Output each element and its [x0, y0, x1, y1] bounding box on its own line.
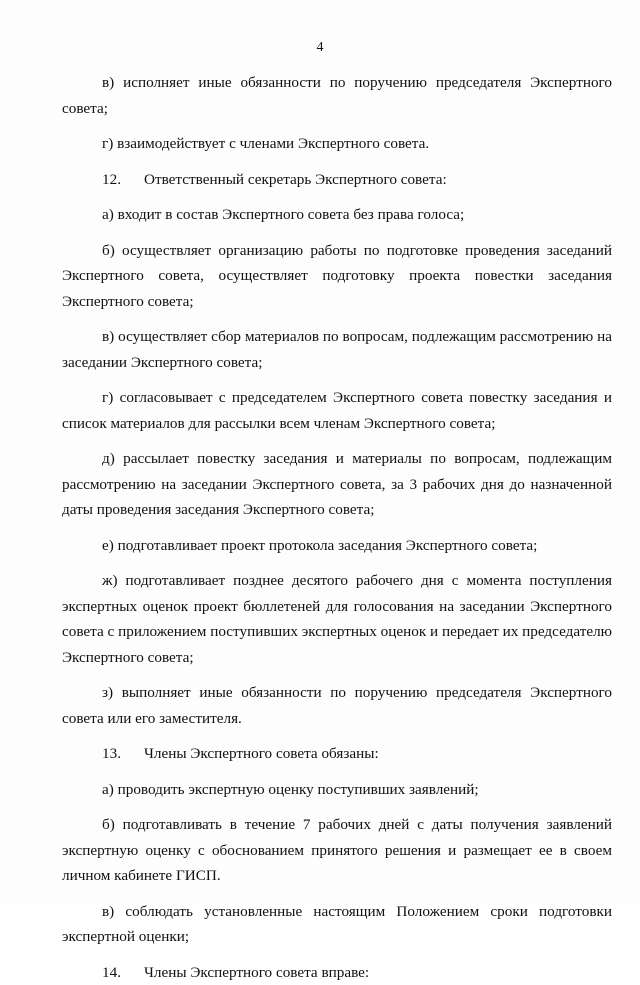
- section-14-heading: 14. Члены Экспертного совета вправе:: [62, 960, 612, 985]
- section-13-heading: 13. Члены Экспертного совета обязаны:: [62, 741, 612, 767]
- paragraph-item-v: в) осуществляет сбор материалов по вопросам, подлежащим рассмотрению на заседании Экспертного совета;: [62, 324, 612, 375]
- paragraph-item-v: в) соблюдать установленные настоящим Положением сроки подготовки экспертной оценки;: [62, 899, 612, 950]
- paragraph-item-z: з) выполняет иные обязанности по поручению председателя Экспертного совета или его заместителя.: [62, 680, 612, 731]
- paragraph-item-d: д) рассылает повестку заседания и материалы по вопросам, подлежащим рассмотрению на заседании Экспертного совета, за 3 рабочих дня до назначенной даты проведения заседания Экспертного совета;: [62, 446, 612, 523]
- paragraph-item-g: г) согласовывает с председателем Экспертного совета повестку заседания и список материалов для рассылки всем членам Экспертного совета;: [62, 385, 612, 436]
- page-number: 4: [0, 40, 640, 56]
- paragraph-item-g: г) взаимодействует с членами Экспертного совета.: [62, 131, 612, 157]
- paragraph-item-zh: ж) подготавливает позднее десятого рабочего дня с момента поступления экспертных оценок проект бюллетеней для голосования на заседании Экспертного совета с приложением поступивших экспертных оценок и передает их председателю Экспертного совета;: [62, 568, 612, 670]
- section-number: 12.: [102, 167, 144, 193]
- paragraph-item-b: б) подготавливать в течение 7 рабочих дней с даты получения заявлений экспертную оценку с обоснованием принятого решения и размещает ее в своем личном кабинете ГИСП.: [62, 812, 612, 889]
- section-number: 13.: [102, 741, 144, 767]
- paragraph-item-v: в) исполняет иные обязанности по поручению председателя Экспертного совета;: [62, 70, 612, 121]
- paragraph-item-a: а) проводить экспертную оценку поступивших заявлений;: [62, 777, 612, 803]
- paragraph-item-a: а) входит в состав Экспертного совета без права голоса;: [62, 202, 612, 228]
- paragraph-item-e: е) подготавливает проект протокола заседания Экспертного совета;: [62, 533, 612, 559]
- document-body: [62, 70, 612, 985]
- section-12-heading: 12. Ответственный секретарь Экспертного совета:: [62, 167, 612, 193]
- paragraph-item-b: б) осуществляет организацию работы по подготовке проведения заседаний Экспертного совета, осуществляет подготовку проекта повестки заседания Экспертного совета;: [62, 238, 612, 315]
- section-number: 14.: [102, 960, 144, 985]
